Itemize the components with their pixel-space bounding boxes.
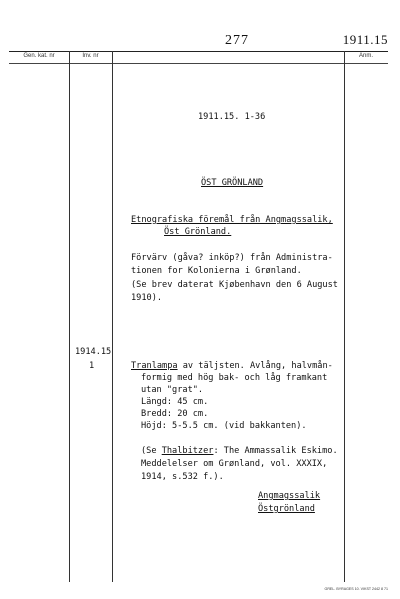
reference-line3: 1914, s.532 f.). bbox=[141, 472, 224, 482]
reference-line2: Meddelelser om Grønland, vol. XXXIX, bbox=[141, 459, 328, 469]
item-length: Längd: 45 cm. bbox=[141, 397, 209, 407]
locality-line1: Angmagssalik bbox=[258, 491, 321, 501]
reference-line1 bbox=[141, 446, 338, 458]
year-reference: 1911.15 bbox=[342, 32, 388, 47]
reference-author: Thalbitzer bbox=[161, 446, 214, 456]
print-code: GREL. BYRAGES 10. VIKST 2442 8 71 bbox=[324, 587, 388, 591]
item-description-line1 bbox=[131, 361, 333, 373]
collection-title-line2: Öst Grönland. bbox=[164, 227, 232, 237]
inventory-number-year: 1914.15 bbox=[75, 347, 112, 357]
column-divider-3 bbox=[344, 51, 345, 582]
reference-line1-rest: : The Ammassalik Eskimo. bbox=[213, 446, 338, 456]
item-description-line3: utan "grat". bbox=[141, 385, 204, 395]
region-heading: ÖST GRÖNLAND bbox=[201, 178, 264, 188]
collection-title-line1: Etnografiska föremål från Angmagssalik, bbox=[131, 215, 333, 225]
column-header-gen-kat: Gen. kat. nr bbox=[23, 53, 55, 59]
catalogue-range: 1911.15. 1-36 bbox=[198, 112, 266, 122]
header-rule bbox=[9, 63, 388, 64]
locality-line2: Östgrönland bbox=[258, 504, 315, 514]
column-header-anm: Anm. bbox=[358, 53, 373, 59]
item-description-line2: formig med hög bak- och låg framkant bbox=[141, 373, 328, 383]
inventory-number-item: 1 bbox=[89, 361, 95, 371]
column-divider-2 bbox=[112, 51, 113, 582]
acquisition-line1: Förvärv (gåva? inköp?) från Administra- bbox=[131, 253, 333, 263]
column-divider-1 bbox=[69, 51, 70, 582]
item-width: Bredd: 20 cm. bbox=[141, 409, 209, 419]
item-height: Höjd: 5-5.5 cm. (vid bakkanten). bbox=[141, 421, 307, 431]
acquisition-line2: tionen for Kolonierna i Grønland. bbox=[131, 266, 302, 276]
item-name: Tranlampa bbox=[131, 361, 178, 371]
reference-prefix: (Se bbox=[141, 446, 162, 456]
top-rule bbox=[9, 51, 388, 52]
acquisition-line3: (Se brev daterat Kjøbenhavn den 6 August bbox=[131, 280, 338, 290]
item-line1-rest: av täljsten. Avlång, halvmån- bbox=[177, 361, 333, 371]
acquisition-line4: 1910). bbox=[131, 293, 163, 303]
page-number: 277 bbox=[225, 33, 249, 48]
column-header-inv: Inv. nr bbox=[82, 53, 99, 59]
